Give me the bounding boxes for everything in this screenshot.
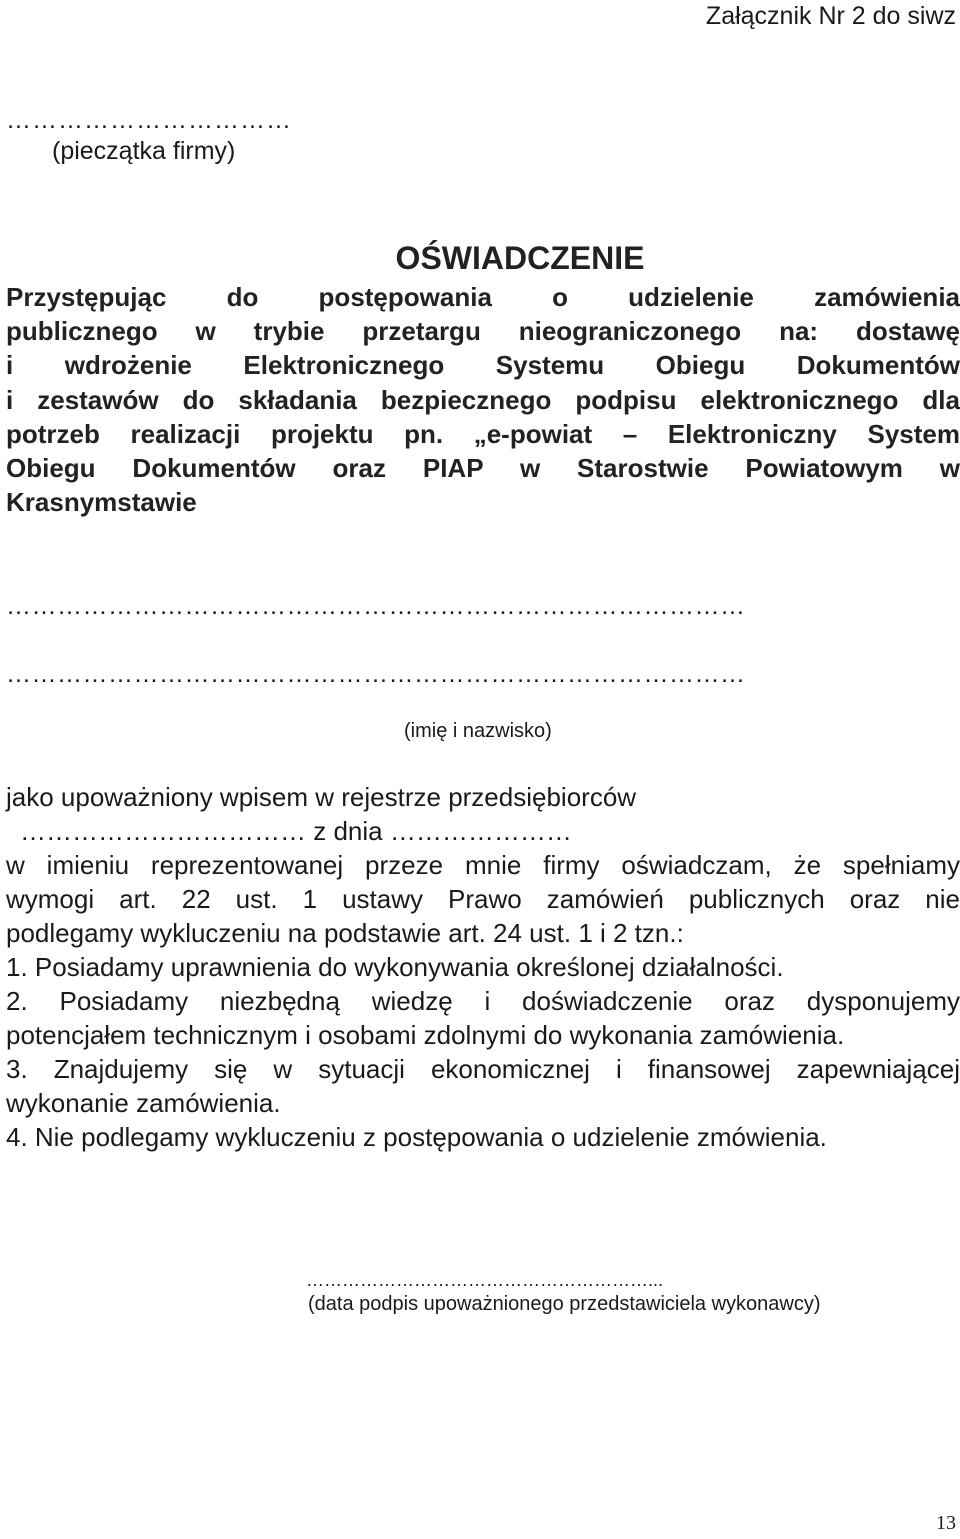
intro-line: potrzeb realizacji projektu pn. „e-powiat – Elektroniczny System	[6, 418, 960, 449]
list-item: 3. Znajdujemy się w sytuacji ekonomicznej i finansowej zapewniającej	[6, 1054, 960, 1084]
list-item-continuation: potencjałem technicznym i osobami zdolnymi do wykonania zamówienia.	[6, 1020, 845, 1050]
statement-line: w imieniu reprezentowanej przeze mnie firmy oświadczam, że spełniamy	[6, 850, 960, 880]
list-item: 4. Nie podlegamy wykluczeniu z postępowania o udzielenie zmówienia.	[6, 1122, 827, 1152]
name-field-line-2: ……………………………………………………………………………	[6, 660, 746, 688]
stamp-placeholder-dots: ……………………………	[6, 106, 292, 134]
intro-line: publicznego w trybie przetargu nieograniczonego na: dostawę	[6, 316, 960, 347]
list-item: 1. Posiadamy uprawnienia do wykonywania określonej działalności.	[6, 952, 784, 982]
intro-line: Obiegu Dokumentów oraz PIAP w Starostwie Powiatowym w	[6, 453, 960, 484]
intro-line: Krasnymstawie	[6, 487, 197, 518]
annex-label: Załącznik Nr 2 do siwz	[705, 2, 956, 30]
name-field-label: (imię i nazwisko)	[404, 720, 552, 742]
authorization-text: jako upoważniony wpisem w rejestrze przedsiębiorców	[6, 782, 637, 812]
page-number: 13	[936, 1512, 956, 1534]
signature-label: (data podpis upoważnionego przedstawiciela wykonawcy)	[308, 1293, 821, 1315]
name-field-line-1: ……………………………………………………………………………	[6, 592, 746, 620]
intro-paragraph	[6, 280, 960, 519]
list-item-continuation: wykonanie zamówienia.	[6, 1088, 281, 1118]
intro-line: i wdrożenie Elektronicznego Systemu Obiegu Dokumentów	[6, 350, 960, 381]
statement-line: wymogi art. 22 ust. 1 ustawy Prawo zamówień publicznych oraz nie	[6, 884, 960, 914]
statement-body	[6, 780, 960, 1154]
register-entry-line: …………………………… z dnia …………………	[20, 816, 572, 846]
intro-line: i zestawów do składania bezpiecznego podpisu elektronicznego dla	[6, 384, 960, 415]
document-title: OŚWIADCZENIE	[395, 240, 645, 276]
list-item: 2. Posiadamy niezbędną wiedzę i doświadczenie oraz dysponujemy	[6, 986, 960, 1016]
intro-line: Przystępując do postępowania o udzielenie zamówienia	[6, 282, 960, 312]
statement-line: podlegamy wykluczeniu na podstawie art. 24 ust. 1 i 2 tzn.:	[6, 918, 684, 948]
stamp-label: (pieczątka firmy)	[52, 137, 236, 165]
signature-dots: …………………………………………………...	[306, 1270, 664, 1290]
